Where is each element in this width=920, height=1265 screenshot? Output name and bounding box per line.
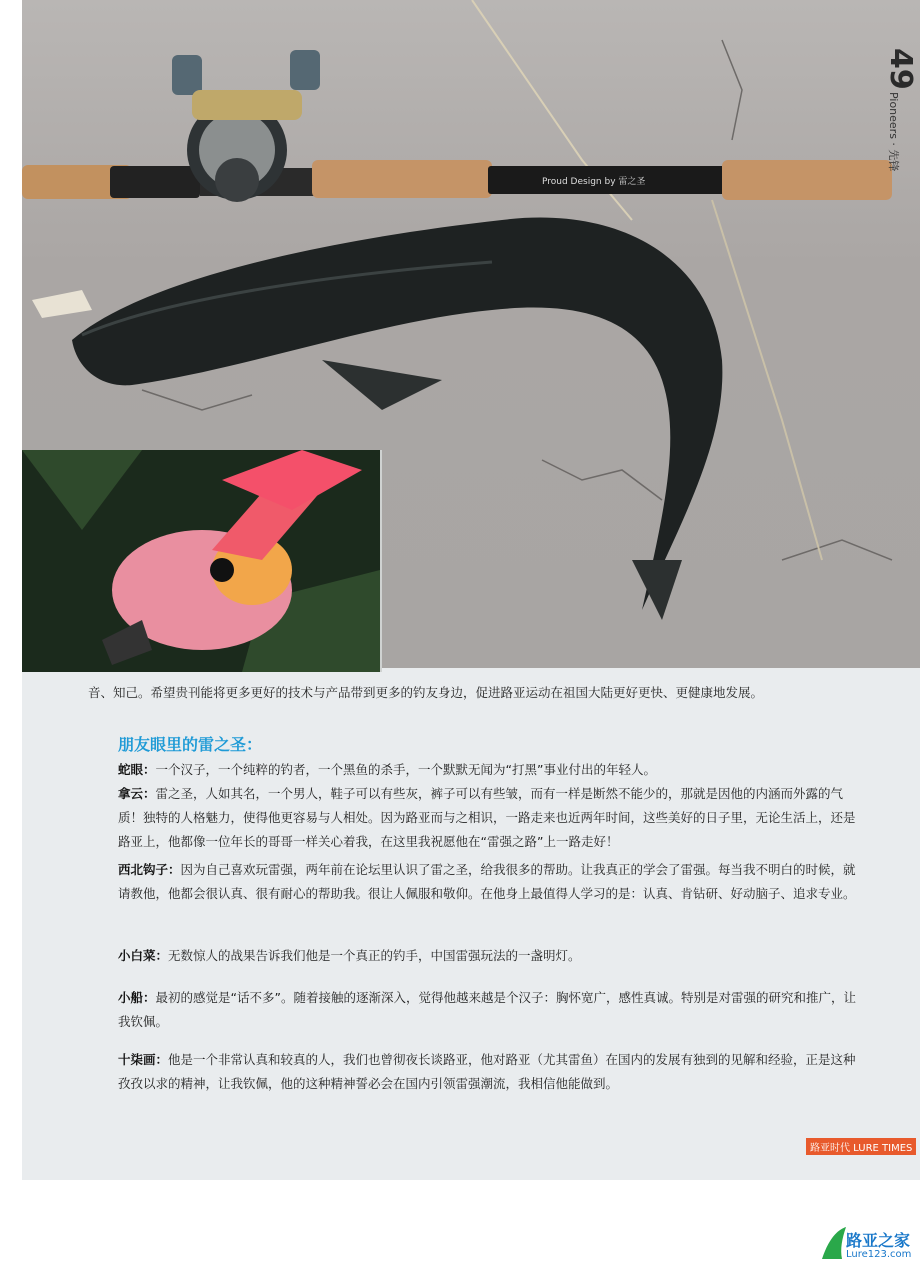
section-heading: 朋友眼里的雷之圣： [118,735,263,754]
comment-text: 最初的感觉是“话不多”。随着接触的逐渐深入，觉得他越来越是个汉子：胸怀宽广，感性真诚。特别是对雷强的研究和推广，让我钦佩。 [118,990,856,1029]
comment-paragraph [118,944,858,968]
comment-paragraph [118,758,858,782]
comment-paragraph [118,782,858,854]
comment-text: 他是一个非常认真和较真的人，我们也曾彻夜长谈路亚，他对路亚（尤其雷鱼）在国内的发展有独到的见解和经验，正是这种孜孜以求的精神，让我钦佩，他的这种精神誓必会在国内引领雷强潮流，我相信他能做到。 [118,1052,856,1091]
commenter-name: 十柒画： [118,1052,169,1067]
intro-paragraph: 音、知己。希望贵刊能将更多更好的技术与产品带到更多的钓友身边，促进路亚运动在祖国大陆更好更快、更健康地发展。 [88,685,764,700]
frog-lure-illustration [22,450,380,672]
site-logo-text: 路亚之家 [846,1231,911,1250]
commenter-name: 小船： [118,990,156,1005]
frog-lure-photo [22,450,382,672]
comment-text: 因为自己喜欢玩雷强，两年前在论坛里认识了雷之圣，给我很多的帮助。让我真正的学会了雷强。每当我不明白的时候，就请教他，他都会很认真、很有耐心的帮助我。很让人佩服和敬仰。在他身上最值得人学习的是：认真、肯钻研、好动脑子、追求专业。 [118,862,856,901]
comment-paragraph [118,858,858,906]
comment-text: 无数惊人的战果告诉我们他是一个真正的钓手，中国雷强玩法的一盏明灯。 [168,948,581,963]
site-logo-url: Lure123.com [846,1249,912,1260]
commenter-name: 小白菜： [118,948,169,963]
comment-paragraph [118,986,858,1034]
article-text [22,668,920,1180]
comment-text: 雷之圣，人如其名，一个男人，鞋子可以有些灰，裤子可以有些皱，而有一样是断然不能少的，那就是因他的内涵而外露的气质！独特的人格魅力，使得他更容易与人相处。因为路亚而与之相识，一路走来也近两年时间，这些美好的日子里，无论生活上，还是路亚上，他都像一位年长的哥哥一样关心着我，在这里我祝愿他在“雷强之路”上一路走好！ [118,786,856,849]
rod-label: Proud Design by 雷之圣 [542,177,646,187]
comment-paragraph [118,1048,858,1096]
page-number: 49 [883,48,918,90]
magazine-page [22,0,920,1180]
magazine-footer-tag: 路亚时代 LURE TIMES [806,1138,916,1155]
commenter-name: 西北钩子： [118,862,181,877]
commenter-name: 蛇眼： [118,762,156,777]
comment-text: 一个汉子，一个纯粹的钓者，一个黑鱼的杀手，一个默默无闻为“打黑”事业付出的年轻人。 [155,762,656,777]
commenter-name: 拿云： [118,786,156,801]
column-tag: Pioneers · 先锋 [887,92,900,172]
